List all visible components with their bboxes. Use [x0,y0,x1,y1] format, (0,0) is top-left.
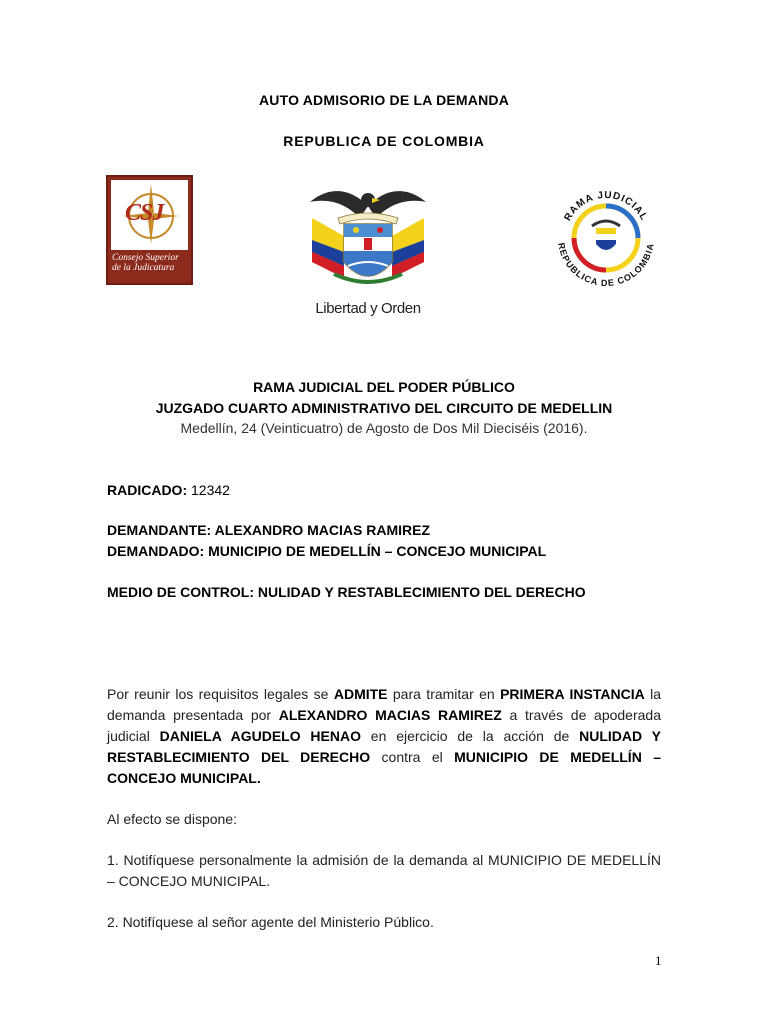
demandado-line: DEMANDADO: MUNICIPIO DE MEDELLÍN – CONCEJO MUNICIPAL [107,543,547,559]
admission-paragraph [107,684,661,789]
radicado-line [107,482,230,498]
csj-caption-line1: Consejo Superior [112,253,179,263]
demandado-bold: MUNICIPIO DE MEDELLÍN – CONCEJO MUNICIPAL. [107,749,661,786]
csj-monogram: CSJ [125,200,164,226]
demandante-name-bold: ALEXANDRO MACIAS RAMIREZ [278,707,502,723]
text-run: Por reunir los requisitos legales se [107,686,334,702]
demandante-line: DEMANDANTE: ALEXANDRO MACIAS RAMIREZ [107,522,431,538]
seal-top-text: RAMA JUDICIAL [562,189,650,223]
text-run: la demanda presentada por [107,686,661,723]
coat-of-arms-icon [304,178,432,296]
csj-logo-inner [111,180,188,250]
heading-rama-judicial: RAMA JUDICIAL DEL PODER PÚBLICO [253,379,515,395]
radicado-value: 12342 [191,482,230,498]
primera-instancia-bold: PRIMERA INSTANCIA [500,686,645,702]
coat-of-arms-motto: Libertad y Orden [315,300,421,317]
apoderada-name-bold: DANIELA AGUDELO HENAO [159,728,361,744]
seal-bottom-text: REPUBLICA DE COLOMBIA [556,241,656,289]
rama-judicial-seal [550,182,662,294]
admite-bold: ADMITE [333,686,388,702]
page-number: 1 [655,953,662,968]
csj-logo [106,175,193,285]
dispone-paragraph: Al efecto se dispone: [107,811,237,827]
heading-juzgado: JUZGADO CUARTO ADMINISTRATIVO DEL CIRCUITO DE MEDELLIN [155,400,613,416]
country-title: REPUBLICA DE COLOMBIA [283,133,485,149]
radicado-label: RADICADO: [107,482,188,498]
item-2-paragraph: 2. Notifíquese al señor agente del Ministerio Público. [107,914,434,930]
text-run: contra el [370,749,455,765]
csj-caption-line2: de la Judicatura [112,263,175,273]
csj-caption [112,253,191,273]
document-title: AUTO ADMISORIO DE LA DEMANDA [258,92,510,108]
coat-of-arms-logo [304,178,432,323]
date-line: Medellín, 24 (Veinticuatro) de Agosto de Dos Mil Dieciséis (2016). [180,420,588,436]
medio-control-bold: NULIDAD Y RESTABLECIMIENTO DEL DERECHO [107,728,661,765]
medio-control-line: MEDIO DE CONTROL: NULIDAD Y RESTABLECIMIENTO DEL DERECHO [107,584,586,600]
seal-icon [550,182,662,294]
text-run: en ejercicio de la acción de [361,728,580,744]
text-run: a través de apoderada judicial [107,707,661,744]
text-run: para tramitar en [387,686,501,702]
item-1-paragraph: 1. Notifíquese personalmente la admisión de la demanda al MUNICIPIO DE MEDELLÍN – CONCEJO MUNICIPAL. [107,852,661,889]
